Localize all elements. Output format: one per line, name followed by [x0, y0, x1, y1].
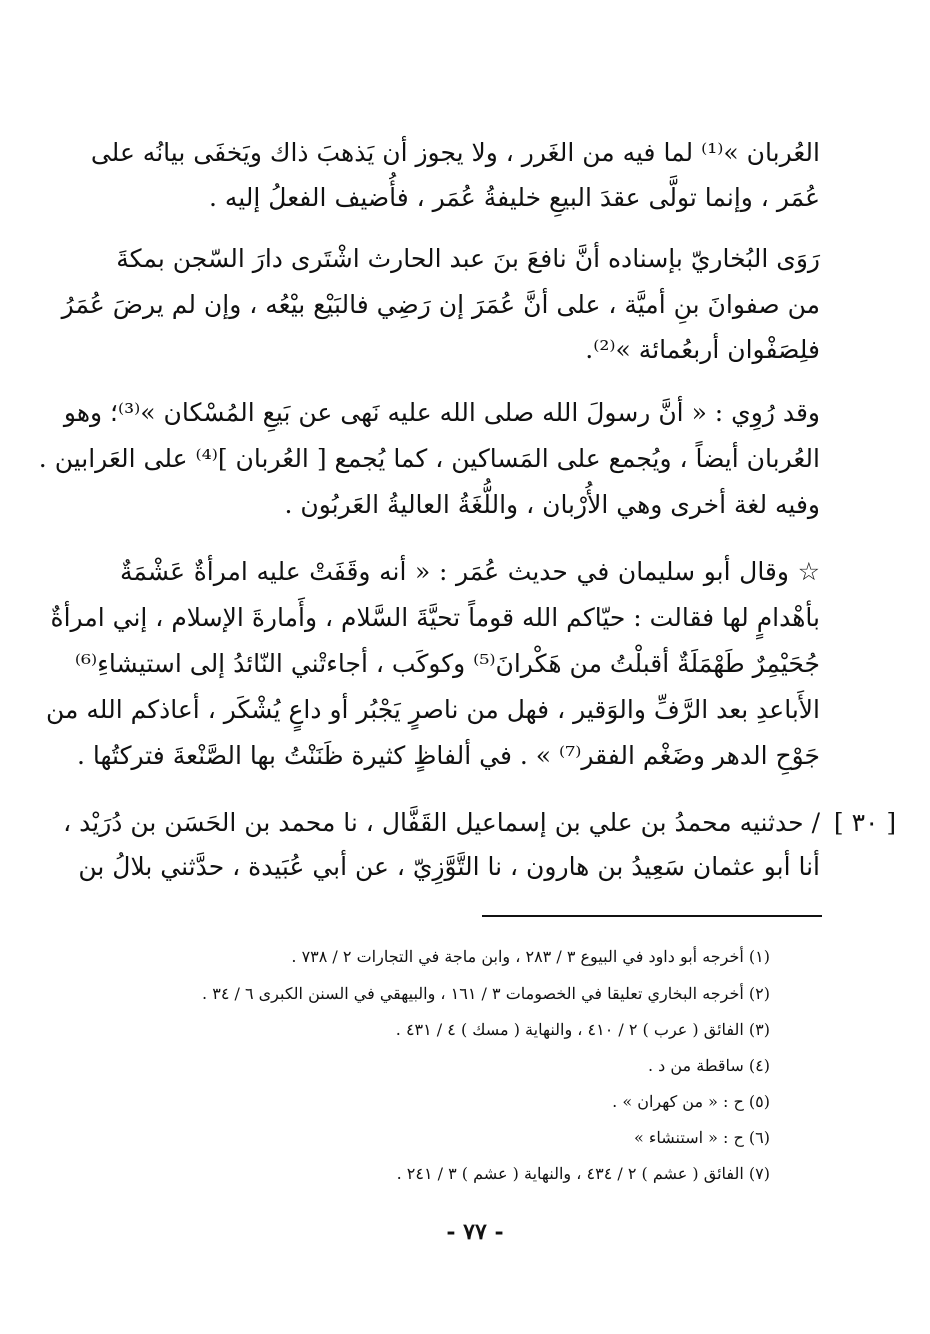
body-line: العُربان »⁽¹⁾ لما فيه من الغَرر ، ولا يجوز أن يَذهبَ ذاك ويَخفَى بيانُه على [90, 138, 820, 167]
body-line: العُربان أيضاً ، ويُجمع على المَساكين ، كما يُجمع [ العُربان ]⁽⁴⁾ على العَرابين . [38, 444, 820, 473]
body-line: جَوْحِ الدهر وضَغْم الفقر⁽⁷⁾ » . في ألفاظٍ كثيرة ظَنَنْتُ بها الصَّنْعةَ فتركتُها . [76, 741, 820, 770]
footnote: (٣) الفائق ( عرب ) ٢ / ٤١٠ ، والنهاية ( مسك ) ٤ / ٤٣١ . [395, 1020, 770, 1039]
footnote-divider [482, 915, 822, 917]
footnote: (٦) ح : « استنشاء » [634, 1128, 770, 1147]
body-line: رَوَى البُخاريّ بإسناده أنَّ نافعَ بنَ عبد الحارث اشْتَرى دارَ السّجن بمكةَ [116, 244, 820, 273]
footnote: (٧) الفائق ( عشم ) ٢ / ٤٣٤ ، والنهاية ( عشم ) ٣ / ٢٤١ . [396, 1164, 770, 1183]
footnote: (٥) ح : « من كهران » . [612, 1092, 770, 1111]
footnote: (١) أخرجه أبو داود في البيوع ٣ / ٢٨٣ ، وابن ماجة في التجارات ٢ / ٧٣٨ . [291, 947, 770, 966]
footnote: (٤) ساقطة من د . [647, 1056, 770, 1075]
body-line: الأَباعدِ بعد الرَّفِّ والوَقير ، فهل من ناصرٍ يَجْبُر أو داعٍ يُشْكَر ، أعاذكم الله من [46, 695, 820, 724]
page-number: - ٧٧ - [446, 1219, 504, 1245]
body-line: أنا أبو عثمان سَعِيدُ بن هارون ، نا التَّوَّزِيّ ، عن أبي عُبَيدة ، حدَّثني بلالُ بن [78, 852, 820, 881]
footnote: (٢) أخرجه البخاري تعليقا في الخصومات ٣ / ١٦١ ، والبيهقي في السنن الكبرى ٦ / ٣٤ . [202, 984, 770, 1003]
body-line: وقد رُوِي : « أنَّ رسولَ الله صلى الله عليه نَهى عن بَيعِ المُسْكان »⁽³⁾؛ وهو [63, 398, 820, 427]
body-line: عُمَر ، وإنما تولَّى عقدَ البيعِ خليفةُ عُمَر ، فأُضيف الفعلُ إليه . [208, 183, 820, 212]
body-line: جُحَيْمِرٌ طَهْمَلَةٌ أقبلْتُ من هَكْرانَ⁽⁵⁾ وكوكَب ، أجاءتْني النّائدُ إلى استيشاءِ⁽⁶⁾ [74, 649, 820, 678]
body-line: بأهْدامٍ لها فقالت : حيّاكم الله قوماً تحيَّةَ السَّلام ، وأَمارةَ الإسلام ، إني امرأةٌ [50, 603, 820, 632]
margin-page-marker: [ ٣٠ ] [833, 808, 897, 837]
body-line: وفيه لغة أخرى وهي الأُرْبان ، واللُّغَةُ العاليةُ العَربُون . [284, 490, 820, 519]
body-line: فلِصَفْوان أربعُمائة »⁽²⁾. [585, 335, 820, 364]
body-line: ☆ وقال أبو سليمان في حديث عُمَر : « أنه وقَفَتْ عليه امرأةٌ عَشْمَةٌ [120, 557, 820, 586]
body-line: من صفوانَ بنِ أميَّة ، على أنَّ عُمَرَ إن رَضِي فالبَيْع بيْعُه ، وإن لم يرضَ عُمَرُ [61, 290, 820, 319]
body-line: / حدثنيه محمدُ بن علي بن إسماعيل القَفَّال ، نا محمد بن الحَسَن بن دُرَيْد ، [63, 808, 820, 837]
